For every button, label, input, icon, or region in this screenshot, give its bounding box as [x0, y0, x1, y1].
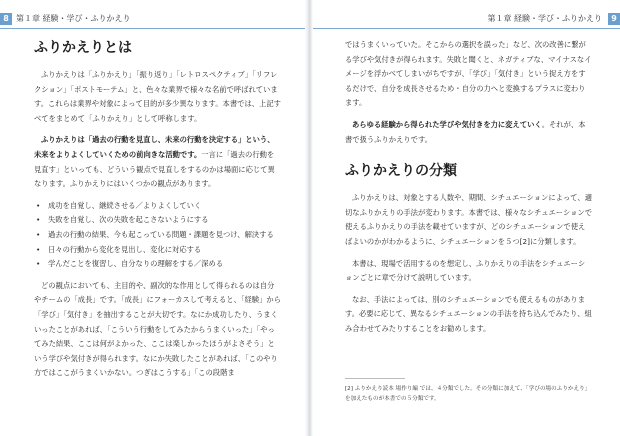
running-header: 第１章 経験・学び・ふりかえり: [16, 14, 131, 23]
list-item-text: 日々の行動から変化を見出し、変化に対応する: [48, 244, 202, 254]
left-page: [0, 0, 305, 436]
paragraph: ふりかえりは「ふりかえり」「振り返り」「レトロスペクティブ」「リフレクション」「ポストモーテム」と、色々な業界で様々な名前で呼ばれています。これらは業界や対象によって目的が多少異なります。本書では、上記すべてをまとめて「ふりかえり」として呼称します。: [34, 70, 281, 123]
book-gutter: [305, 0, 313, 436]
list-item-text: 過去の行動の結果、今も起こっている問題・課題を見つけ、解決する: [48, 229, 274, 239]
list-item-text: 成功を自覚し、継続させる／よりよくしていく: [48, 200, 202, 210]
paragraph: [34, 133, 281, 191]
section-heading: ふりかえりとは: [34, 40, 132, 56]
bullet-icon: •: [36, 229, 41, 239]
header-rule: [0, 28, 305, 29]
bullet-icon: •: [36, 200, 41, 210]
page-number-badge: 9: [608, 13, 620, 25]
page-number-badge: 8: [0, 13, 12, 25]
bullet-icon: •: [36, 215, 41, 225]
list-item-text: 学んだことを復習し、自分なりの理解をする／深める: [48, 259, 224, 269]
paragraph: [345, 118, 592, 147]
list-item: [36, 243, 281, 258]
list-item: [36, 257, 281, 272]
list-item: [36, 228, 281, 243]
running-header: 第１章 経験・学び・ふりかえり: [487, 14, 602, 23]
bullet-icon: •: [36, 259, 41, 269]
footnote-rule: [345, 378, 405, 379]
paragraph-text: 一言に「過去の行動を見直す」といっても、どういう観点で見直しをするのかは場面に応じて異なります。ふりかえりにはいくつかの観点があります。: [34, 149, 275, 189]
footnote: [2] ふりかえり読本 場作り編 では、４分類でした。その分類に加えて、「学びの場のふりかえり」を加えたものが本書での５分類です。: [345, 386, 591, 402]
header-rule: [313, 28, 620, 29]
right-page: [313, 0, 620, 436]
list-item: [36, 199, 281, 214]
section-heading: ふりかえりの分類: [345, 163, 457, 180]
list-item-text: 失敗を自覚し、次の失敗を起こさないようにする: [48, 215, 209, 225]
bold-text: あらゆる経験から得られた学びや気付きを力に変えていく: [352, 119, 542, 129]
paragraph: 本書は、現場で活用するのを想定し、ふりかえりの手法をシチュエーションごとに章で分けて説明しています。: [345, 258, 586, 283]
paragraph: ではうまくいっていた。そこからの選択を誤った」など、次の改善に繋がる学びや気付きが得られます。失敗と聞くと、ネガティブな、マイナスなイメージを浮かべてしまいがちですが、「学び」「気付き」という捉え方をするだけで、自分を成長させるため・自分の力へと変換するプラスに変わります。: [345, 40, 592, 108]
bold-text: ふりかえりは「過去の行動を見直し、未来の行動を決定する」という、未来をよりよくしていくための前向きな活動です。: [34, 135, 275, 159]
bullet-list: [34, 199, 281, 272]
list-item: [36, 213, 281, 228]
right-page-body: [345, 38, 592, 344]
paragraph-text: 。それが、本書で扱うふりかえりです。: [345, 119, 586, 144]
paragraph: ふりかえりは、対象とする人数や、期間、シチュエーションによって、適切なふりかえりの手法が変わります。本書では、様々なシチュエーションで使えるふりかえりの手法を載せていますが、どのシチュエーションで使えばよいのかがわかるように、シチュエーションを５つ[2]に分類します。: [345, 193, 592, 246]
left-page-body: [34, 38, 281, 388]
paragraph: どの観点においても、主目的や、副次的な作用として得られるのは自分やチームの「成長」です。「成長」にフォーカスして考えると、「経験」から「学び」「気付き」を抽出することが大切です。なにか成功したり、うまくいったことがあれば、「こういう行動をしてみたからうまくいった」「やってみた結果、ここは何がよかった、ここは楽しかったほうがよさそう」という学びや気付きが得られます。なにか失敗したことがあれば、「このやり方ではここがうまくいかない。つぎはこうする」「この段階ま: [34, 280, 281, 378]
paragraph: なお、手法によっては、別のシチュエーションでも使えるものがあります。必要に応じて、異なるシチュエーションの手法を持ち込んでみたり、組み合わせてみたりすることをお勧めします。: [345, 294, 592, 333]
bullet-icon: •: [36, 244, 41, 254]
